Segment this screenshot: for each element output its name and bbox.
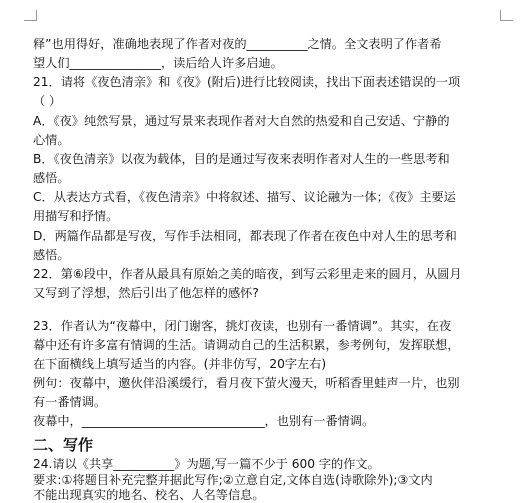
- text-line: 又写到了浮想，然后引出了他怎样的感怀?: [33, 286, 259, 300]
- margin-corner-mark: [500, 10, 513, 21]
- text-line: 望人们_______________，读后给人许多启迪。: [33, 56, 283, 70]
- question-22: 22．第⑥段中，作者从最具有原始之美的暗夜，到写云彩里走来的圆月，从圆月: [33, 267, 462, 281]
- example-sentence: 例句：夜幕中，邀伙伴沿溪缓行，看月夜下萤火漫天，听稻香里蛙声一片，也别: [33, 376, 460, 390]
- fill-in-line: 夜幕中，______________________________，也别有一番情调。: [33, 414, 375, 428]
- text-line: 有一番情调。: [33, 395, 107, 409]
- option-a: A．《夜》纯然写景，通过写景来表现作者对大自然的热爱和自己安适、宁静的: [33, 114, 450, 128]
- option-b: B．《夜色清亲》以夜为载体，目的是通过写夜来表明作者对人生的一些思考和: [33, 152, 450, 166]
- answer-bracket: （ ）: [33, 94, 62, 108]
- option-d: D．两篇作品都是写夜，写作手法相同，都表现了作者在夜色中对人生的思考和: [33, 229, 457, 243]
- question-23: 23．作者认为“夜幕中，闭门谢客，挑灯夜读，也别有一番情调”。其实，在夜: [33, 319, 452, 333]
- requirements: 要求:①将题目补充完整并据此写作;②立意自定,文体自选(诗歌除外);③文内: [33, 473, 433, 487]
- text-line: 心情。: [33, 133, 70, 147]
- option-c: C．从表达方式看，《夜色清亲》中将叙述、描写、议论融为一体；《夜》主要运: [33, 190, 456, 204]
- text-line: 在下面横线上填写适当的内容。(并非仿写，20字左右): [33, 357, 327, 371]
- margin-corner-mark: [24, 10, 37, 21]
- text-line: 感悟。: [33, 171, 70, 185]
- question-21: 21．请将《夜色清亲》和《夜》(附后)进行比较阅读，找出下面表述错误的一项: [33, 75, 461, 89]
- section-heading: 二、写作: [33, 436, 94, 454]
- text-line: 感悟。: [33, 248, 70, 262]
- question-24: 24.请以《共享__________》为题,写一篇不少于 600 字的作文。: [33, 457, 380, 471]
- text-line: 不能出现真实的地名、校名、人名等信息。: [33, 488, 265, 502]
- text-line: 幕中还有许多富有情调的生活。请调动自己的生活积累，参考例句，发挥联想，: [33, 338, 460, 352]
- text-line: 用描写和抒情。: [33, 209, 119, 223]
- text-line: 释”也用得好，准确地表现了作者对夜的__________之情。全文表明了作者希: [33, 37, 442, 51]
